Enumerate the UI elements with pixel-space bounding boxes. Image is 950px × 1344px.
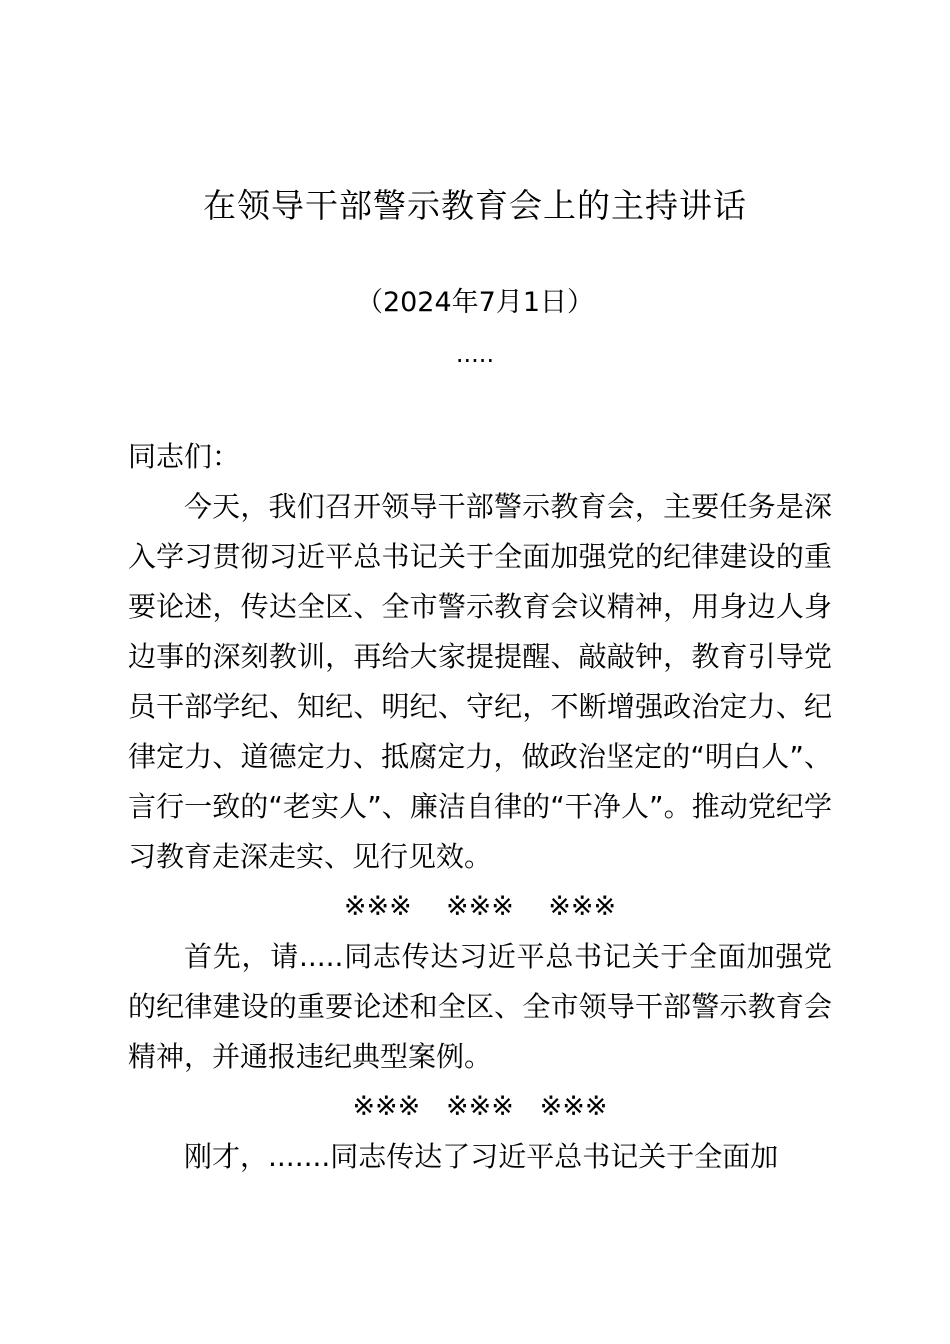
paragraph-first-item: 首先，请.....同志传达习近平总书记关于全面加强党的纪律建设的重要论述和全区、全市领导干部警示教育会精神，并通报违纪典型案例。 — [128, 940, 832, 1073]
section-separator: ※※※ ※※※ ※※※ — [352, 1091, 608, 1122]
document-date: （2024年7月1日） — [355, 287, 595, 318]
salutation: 同志们： — [128, 440, 241, 473]
document-body — [128, 432, 832, 1182]
document-title: 在领导干部警示教育会上的主持讲话 — [203, 186, 747, 225]
paragraph-opening: 今天，我们召开领导干部警示教育会，主要任务是深入学习贯彻习近平总书记关于全面加强党的纪律建设的重要论述，传达全区、全市警示教育会议精神，用身边人身边事的深刻教训，再给大家提提醒、敲敲钟，教育引导党员干部学纪、知纪、明纪、守纪，不断增强政治定力、纪律定力、道德定力、抵腐定力，做政治坚定的“明白人”、言行一致的“老实人”、廉洁自律的“干净人”。推动党纪学习教育走深走实、见行见效。 — [128, 490, 832, 873]
section-separator: ※※※ ※※※ ※※※ — [343, 891, 617, 922]
ellipsis-dots: ..... — [455, 340, 495, 368]
paragraph-continuation: 刚才，.......同志传达了习近平总书记关于全面加 — [184, 1140, 779, 1173]
